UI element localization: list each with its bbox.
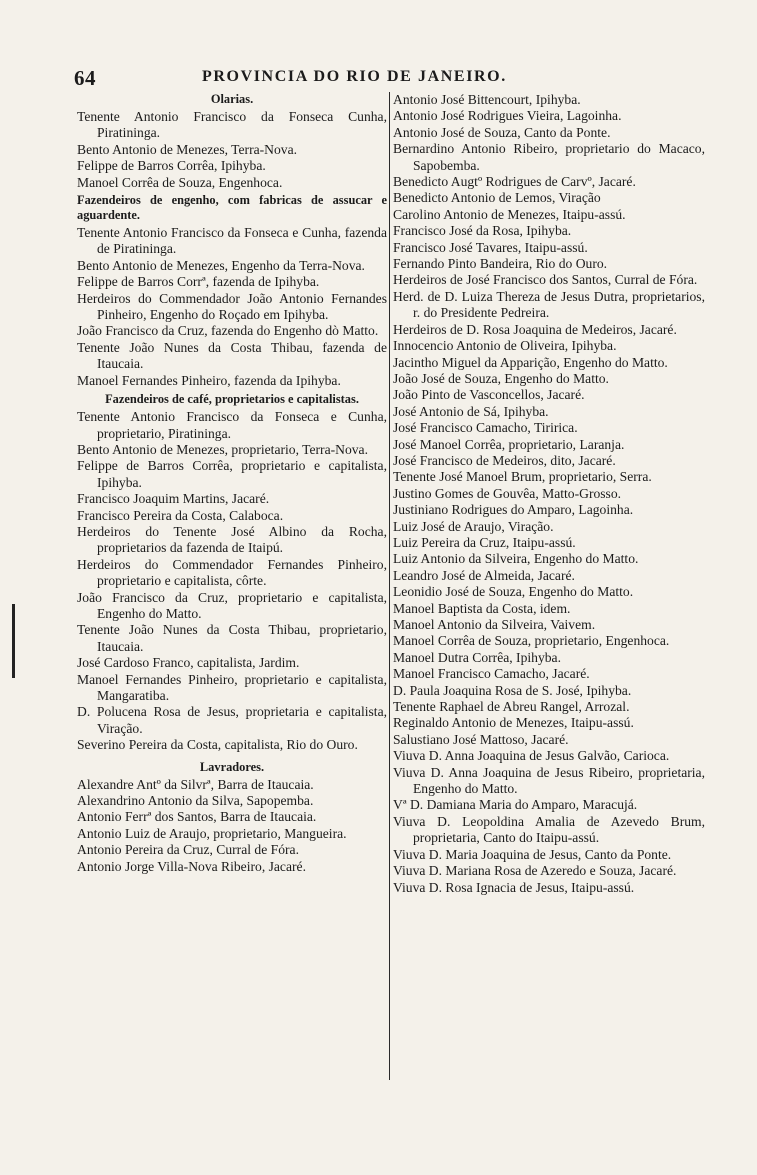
fazendeiros-engenho-list (77, 225, 387, 389)
list-entry: Herd. de D. Luiza Thereza de Jesus Dutra, proprietarios, r. do Presidente Pedreira. (393, 288, 705, 321)
column-divider (389, 92, 390, 1080)
list-entry: Felippe de Barros Corrêa, proprietario e capitalista, Ipihyba. (77, 458, 387, 490)
list-entry: João Francisco da Cruz, fazenda do Engenho dò Matto. (77, 323, 379, 339)
list-entry: José Cardoso Franco, capitalista, Jardim. (77, 655, 300, 671)
section-heading-olarias: Olarias. (210, 92, 254, 106)
list-entry: José Manoel Corrêa, proprietario, Laranja. (393, 436, 625, 452)
list-entry: Viuva D. Rosa Ignacia de Jesus, Itaipu-assú. (393, 879, 635, 895)
list-entry: D. Polucena Rosa de Jesus, proprietaria e capitalista, Viração. (77, 704, 387, 736)
olarias-list (77, 109, 387, 191)
list-entry: Luiz Antonio da Silveira, Engenho do Matto. (393, 551, 639, 567)
list-entry: Manoel Francisco Camacho, Jacaré. (393, 666, 590, 682)
list-entry: Herdeiros de D. Rosa Joaquina de Medeiros, Jacaré. (393, 321, 677, 337)
list-entry: Antonio José de Souza, Canto da Ponte. (393, 124, 611, 140)
list-entry: Tenente Raphael de Abreu Rangel, Arrozal. (393, 699, 630, 715)
list-entry: Manoel Baptista da Costa, idem. (393, 600, 571, 616)
left-column (77, 92, 387, 875)
list-entry: Viuva D. Anna Joaquina de Jesus Ribeiro, proprietaria, Engenho do Matto. (393, 764, 705, 797)
list-entry: Tenente João Nunes da Costa Thibau, proprietario, Itaucaia. (77, 622, 387, 654)
list-entry: Innocencio Antonio de Oliveira, Ipihyba. (393, 338, 617, 354)
list-entry: Antonio Ferrª dos Santos, Barra de Itaucaia. (77, 809, 317, 825)
list-entry: Antonio Luiz de Araujo, proprietario, Mangueira. (77, 825, 347, 841)
list-entry: Jacintho Miguel da Apparição, Engenho do Matto. (393, 354, 668, 370)
list-entry: Antonio José Rodrigues Vieira, Lagoinha. (393, 108, 622, 124)
list-entry: Reginaldo Antonio de Menezes, Itaipu-assú. (393, 715, 634, 731)
list-entry: Francisco José Tavares, Itaipu-assú. (393, 239, 588, 255)
list-entry: Leandro José de Almeida, Jacaré. (393, 567, 575, 583)
list-entry: Viuva D. Anna Joaquina de Jesus Galvão, Carioca. (393, 748, 670, 764)
list-entry: Tenente José Manoel Brum, proprietario, Serra. (393, 469, 652, 485)
list-entry: Benedicto Antonio de Lemos, Viração (393, 190, 601, 206)
list-entry: João José de Souza, Engenho do Matto. (393, 370, 609, 386)
list-entry: Justino Gomes de Gouvêa, Matto-Grosso. (393, 485, 622, 501)
list-entry: Severino Pereira da Costa, capitalista, Rio do Ouro. (77, 737, 358, 753)
list-entry: Fernando Pinto Bandeira, Rio do Ouro. (393, 256, 608, 272)
list-entry: José Antonio de Sá, Ipihyba. (393, 403, 549, 419)
page-header (74, 66, 704, 90)
list-entry: D. Paula Joaquina Rosa de S. José, Ipihyba. (393, 682, 632, 698)
list-entry: Benedicto Augtº Rodrigues de Carvº, Jacaré. (393, 174, 636, 190)
list-entry: Tenente Antonio Francisco da Fonseca e Cunha, fazenda de Piratininga. (77, 225, 387, 257)
list-entry: Justiniano Rodrigues do Amparo, Lagoinha. (393, 502, 634, 518)
page-number: 64 (74, 66, 96, 90)
list-entry: Felippe de Barros Corrêa, Ipihyba. (77, 158, 266, 174)
list-entry: Francisco Joaquim Martins, Jacaré. (77, 491, 270, 507)
list-entry: Alexandrino Antonio da Silva, Sapopemba. (77, 793, 314, 809)
list-entry: Herdeiros de José Francisco dos Santos, Curral de Fóra. (393, 272, 698, 288)
list-entry: Alexandre Antº da Silvrª, Barra de Itaucaia. (77, 776, 314, 792)
list-entry: João Francisco da Cruz, proprietario e capitalista, Engenho do Matto. (77, 589, 387, 621)
list-entry: Salustiano José Mattoso, Jacaré. (393, 731, 569, 747)
list-entry: Manoel Corrêa de Souza, Engenhoca. (77, 174, 283, 190)
list-entry: Bento Antonio de Menezes, Engenho da Terra-Nova. (77, 257, 365, 273)
list-entry: Vª D. Damiana Maria do Amparo, Maracujá. (393, 797, 638, 813)
list-entry: Manoel Fernandes Pinheiro, proprietario e capitalista, Mangaratiba. (77, 671, 387, 703)
list-entry: Antonio Jorge Villa-Nova Ribeiro, Jacaré. (77, 858, 306, 874)
list-entry: Manoel Dutra Corrêa, Ipihyba. (393, 649, 561, 665)
section-heading-fazendeiros-cafe: Fazendeiros de café, proprietarios e capitalistas. (105, 392, 359, 407)
list-entry: Antonio Pereira da Cruz, Curral de Fóra. (77, 842, 299, 858)
list-entry: João Pinto de Vasconcellos, Jacaré. (393, 387, 585, 403)
list-entry: Felippe de Barros Corrª, fazenda de Ipihyba. (77, 274, 320, 290)
lavradores-list-right (393, 92, 705, 896)
list-entry: Viuva D. Leopoldina Amalia de Azevedo Brum, proprietaria, Canto do Itaipu-assú. (393, 813, 705, 846)
list-entry: Viuva D. Maria Joaquina de Jesus, Canto da Ponte. (393, 846, 672, 862)
running-title: PROVINCIA DO RIO DE JANEIRO. (202, 68, 507, 85)
list-entry: Bento Antonio de Menezes, proprietario, Terra-Nova. (77, 441, 368, 457)
lavradores-list-left (77, 777, 387, 875)
list-entry: Manoel Fernandes Pinheiro, fazenda da Ipihyba. (77, 372, 341, 388)
list-entry: José Francisco de Medeiros, dito, Jacaré. (393, 452, 616, 468)
list-entry: Carolino Antonio de Menezes, Itaipu-assú. (393, 206, 626, 222)
list-entry: Luiz José de Araujo, Viração. (393, 518, 554, 534)
list-entry: Francisco Pereira da Costa, Calaboca. (77, 507, 284, 523)
list-entry: Herdeiros do Tenente José Albino da Rocha, proprietarios da fazenda de Itaipú. (77, 523, 387, 556)
fazendeiros-cafe-list (77, 409, 387, 754)
list-entry: Herdeiros do Commendador João Antonio Fernandes Pinheiro, Engenho do Roçado em Ipihyba. (77, 290, 387, 323)
list-entry: Tenente João Nunes da Costa Thibau, fazenda de Itaucaia. (77, 339, 387, 372)
list-entry: Tenente Antonio Francisco da Fonseca Cunha, Piratininga. (77, 109, 387, 141)
list-entry: Bento Antonio de Menezes, Terra-Nova. (77, 141, 298, 157)
list-entry: Tenente Antonio Francisco da Fonseca e Cunha, proprietario, Piratininga. (77, 409, 387, 441)
list-entry: Leonidio José de Souza, Engenho do Matto. (393, 584, 634, 600)
section-heading-fazendeiros-engenho: Fazendeiros de engenho, com fabricas de assucar e aguardente. (77, 193, 387, 223)
right-column (393, 92, 705, 896)
list-entry: Bernardino Antonio Ribeiro, proprietario do Macaco, Sapobemba. (393, 141, 705, 173)
list-entry: Antonio José Bittencourt, Ipihyba. (393, 92, 581, 107)
list-entry: Luiz Pereira da Cruz, Itaipu-assú. (393, 534, 576, 550)
section-heading-lavradores: Lavradores. (199, 759, 265, 774)
list-entry: Herdeiros do Commendador Fernandes Pinheiro, proprietario e capitalista, côrte. (77, 556, 387, 589)
margin-mark (12, 604, 15, 678)
list-entry: Francisco José da Rosa, Ipihyba. (393, 223, 572, 239)
list-entry: Manoel Corrêa de Souza, proprietario, Engenhoca. (393, 633, 670, 649)
list-entry: José Francisco Camacho, Tiririca. (393, 420, 578, 436)
list-entry: Viuva D. Mariana Rosa de Azeredo e Souza, Jacaré. (393, 863, 677, 879)
list-entry: Manoel Antonio da Silveira, Vaivem. (393, 617, 596, 632)
